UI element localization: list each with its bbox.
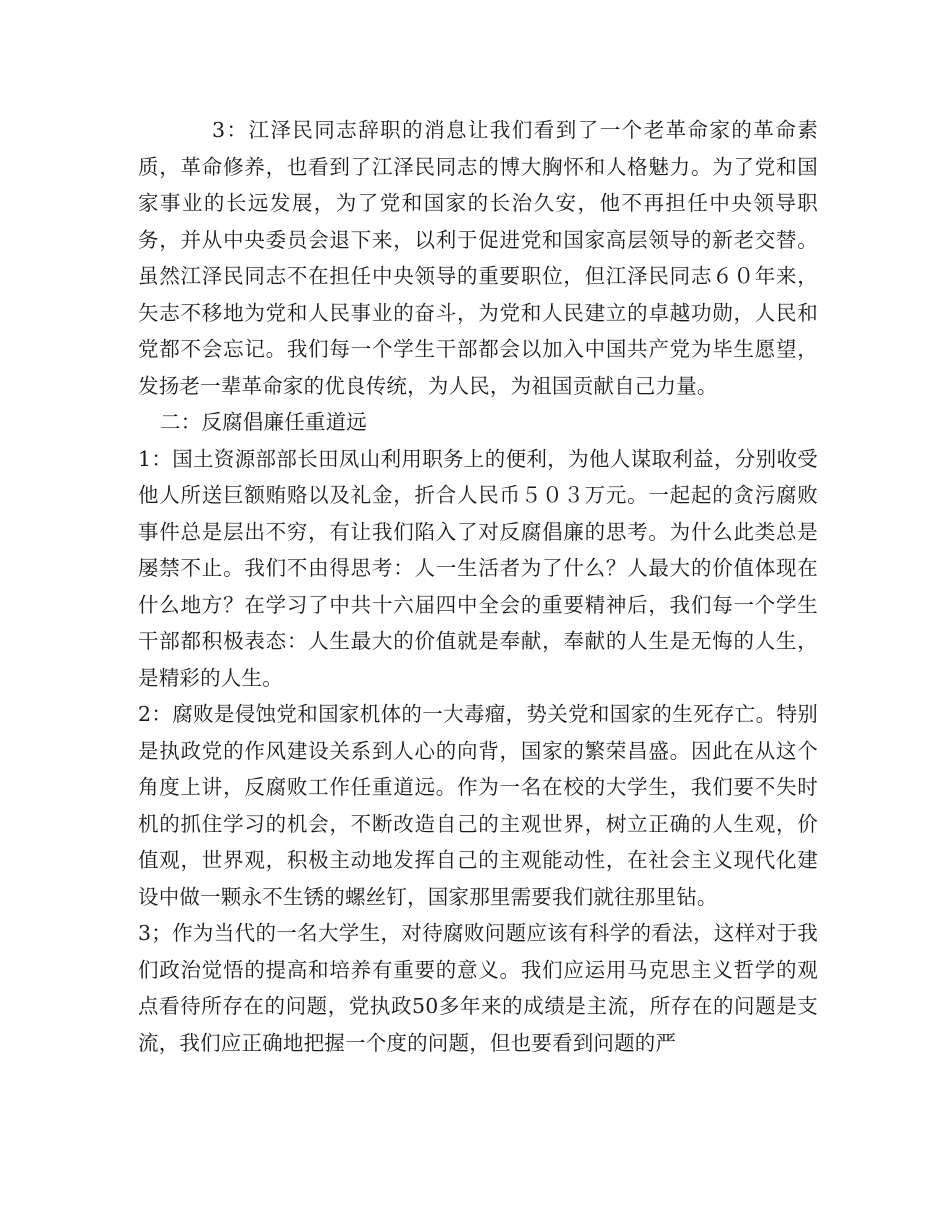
section-heading-anti-corruption: 二：反腐倡廉任重道远 (160, 410, 367, 434)
paragraph-jiang-resignation: 3：江泽民同志辞职的消息让我们看到了一个老革命家的革命素质，革命修养，也看到了江泽民同志的博大胸怀和人格魅力。为了党和国家事业的长远发展，为了党和国家的长治久安，他不再担任中央领导职务，并从中央委员会退下来，以利于促进党和国家高层领导的新老交替。虽然江泽民同志不在担任中央领导的重要职位，但江泽民同志６０年来，矢志不移地为党和人民事业的奋斗，为党和人民建立的卓越功勋，人民和党都不会忘记。我们每一个学生干部都会以加入中国共产党为毕生愿望，发扬老一辈革命家的优良传统，为人民，为祖国贡献自己力量。 (138, 118, 818, 398)
paragraph-point-3: 3；作为当代的一名大学生，对待腐败问题应该有科学的看法，这样对于我们政治觉悟的提高和培养有重要的意义。我们应运用马克思主义哲学的观点看待所存在的问题，党执政50多年来的成绩是主流，所存在的问题是支流，我们应正确地把握一个度的问题，但也要看到问题的严 (138, 921, 818, 1055)
paragraph-point-1: 1：国土资源部部长田凤山利用职务上的便利，为他人谋取利益，分别收受他人所送巨额贿赂以及礼金，折合人民币５０３万元。一起起的贪污腐败事件总是层出不穷，有让我们陷入了对反腐倡廉的思考。为什么此类总是屡禁不止。我们不由得思考：人一生活者为了什么？人最大的价值体现在什么地方？在学习了中共十六届四中全会的重要精神后，我们每一个学生干部都积极表态：人生最大的价值就是奉献，奉献的人生是无悔的人生，是精彩的人生。 (138, 446, 818, 690)
document-body (138, 112, 818, 1061)
paragraph-point-2: 2：腐败是侵蚀党和国家机体的一大毒瘤，势关党和国家的生死存亡。特别是执政党的作风建设关系到人心的向背，国家的繁荣昌盛。因此在从这个角度上讲，反腐败工作任重道远。作为一名在校的大学生，我们要不失时机的抓住学习的机会，不断改造自己的主观世界，树立正确的人生观，价值观，世界观，积极主动地发挥自己的主观能动性，在社会主义现代化建设中做一颗永不生锈的螺丝钉，国家那里需要我们就往那里钻。 (138, 702, 818, 909)
